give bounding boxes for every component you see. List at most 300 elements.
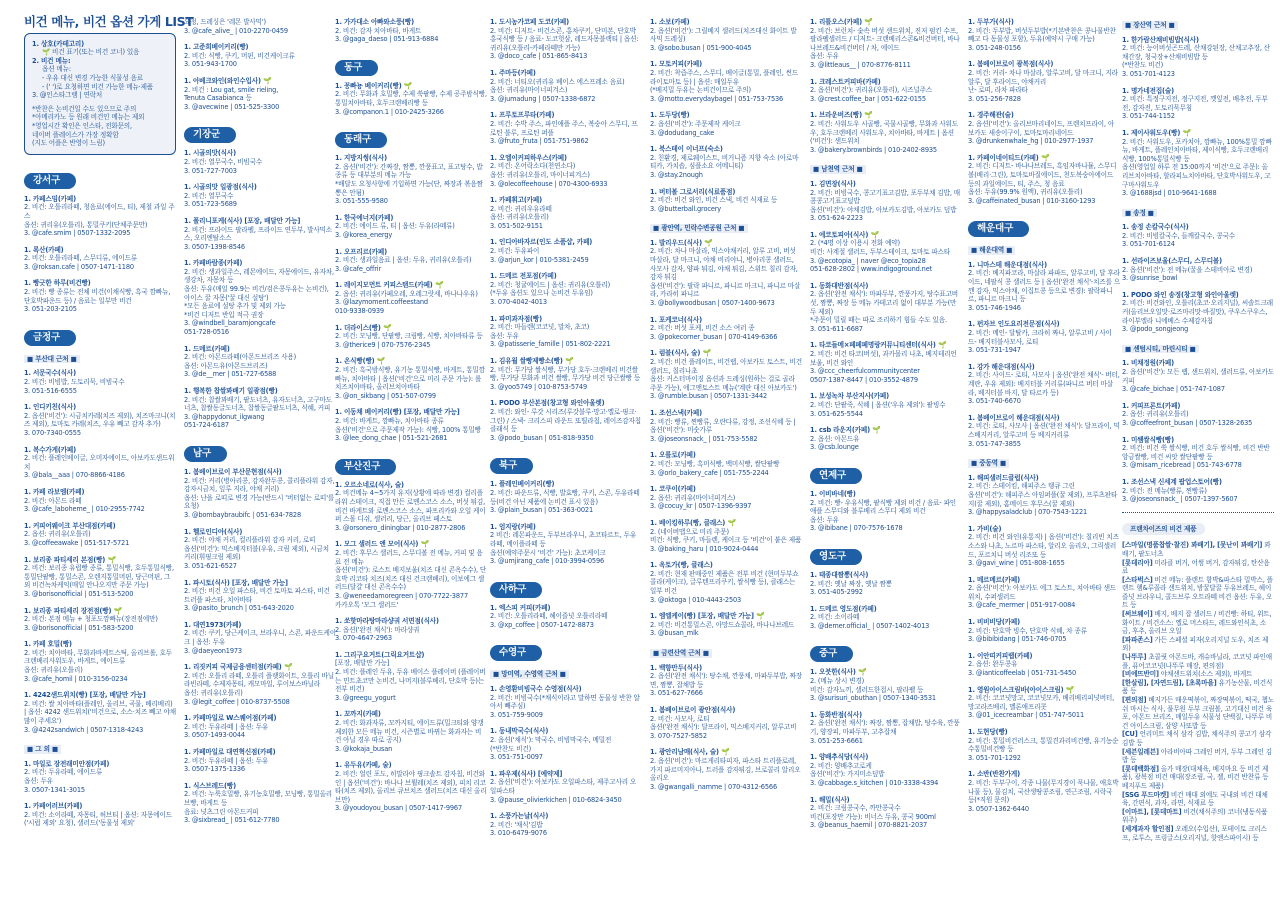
store-entry (184, 149, 336, 175)
store-detail-line: 옵션(영업일 하루 전 15:00까지 '비건'으로 주문): 올리브치아바타, 할라피뇨치아바타, 단호박사워도우, 고구마사워도우 (1122, 163, 1271, 189)
store-entry (490, 685, 642, 719)
store-name (1122, 359, 1274, 368)
store-name (650, 561, 802, 570)
store-detail-line: 3. 051-746-1946 (968, 303, 1021, 312)
franchise-item (1122, 696, 1274, 730)
district-header-wrap (335, 124, 487, 154)
store-entry (650, 316, 802, 342)
store-entry (810, 231, 962, 274)
store-detail-line: 3. @ecotopia_ | naver @eco_topia28 (810, 256, 926, 265)
store-detail-line: 2. 비건메뉴 4~5가지 유지(상황에 따라 변경) 컬리플라워 스테이크, 직접 만든 로멘스코스 소스, 버섯 튀김, 비건 바게트와 로멘스코스 소스, 파프리카와 오일 케이퍼 스몰 디쉬, 샐러리, 당근, 올리브 페스토 (335, 489, 486, 524)
store-detail-line: 2. 비건: 빵류, 찐빵류, 오란다류, 강정, 조선식혜 등 | 옵션('비건'): 미숫가루 (650, 417, 796, 435)
store-entry (24, 195, 176, 238)
store-entry (24, 369, 176, 395)
store-name-text: 1. 소풍가는날(식사) (490, 812, 549, 821)
store-detail-line: 3. @baking_haru | 010-9024-0444 (650, 544, 759, 553)
store-name (490, 272, 642, 281)
store-name-text: 1. 두부가(식사) (968, 18, 1014, 26)
store-detail-line: Tenuta Casabianca 등 (184, 94, 252, 103)
store-detail-line: 3. 051-627-7666 (650, 689, 703, 698)
store-name-text: 1. 비채정원(카페) (1122, 359, 1174, 368)
store-detail-line: 2. 비건: 오틀리 라떼, 오틀리 플랫화이트, 오틀리 바닐라빈라떼, 수제자몽티, 캐모마일, 루이보스바닐라 (184, 671, 334, 689)
store-entry (1122, 436, 1274, 470)
store-detail-line: 3. @cabbage.s_kitchen | 010-3338-4394 (810, 779, 939, 787)
store-detail-line: 2. 친환경, 제로웨이스트, 비거니즘 지향 숙소 (아로마티카, 가치솝, 심플소요 어메니티) (650, 153, 799, 171)
store-name-text: 1. 커피어웨이크 부산대점(카페) (24, 521, 116, 530)
store-name-text: 1. 주마등(카페) (490, 68, 536, 77)
store-entry (490, 69, 642, 103)
store-detail-line: 옵션('완전 채식'): 달프라이, 믹스베지커리, 알루고비 (650, 723, 797, 732)
store-name (335, 710, 487, 719)
store-detail-line: 2. 비건: 두유라떼, 에이드류 (24, 768, 103, 777)
district-header: 수영구 (490, 645, 542, 661)
store-detail-line: 3. @pokecorner_busan | 070-4149-6366 (650, 332, 778, 341)
store-name-text: 1. 보리종 파티세리 장전점(빵) (24, 606, 112, 615)
store-entry (968, 770, 1120, 813)
store-detail-line: 3. @podo_songjeong (1122, 325, 1189, 334)
store-detail-line: 카카오톡 '모그 샐러드' (335, 600, 399, 609)
store-entry (650, 519, 802, 553)
store-detail-line: 3. @cafe.smim | 0507-1332-2095 (24, 229, 131, 238)
store-entry (490, 111, 642, 145)
store-name (490, 399, 642, 408)
store-entry (335, 481, 487, 533)
store-detail-line: 3. @misam_ricebread | 051-743-6778 (1122, 461, 1242, 470)
store-name-text: 1. 발리우드(식사) (650, 238, 702, 247)
store-entry (24, 246, 176, 272)
store-name-text: 1. 소보(카페) (650, 18, 690, 26)
store-name-text: 1. 리짓커피 국제금융센터점(카페) (184, 663, 282, 672)
store-detail-line: 2. 비건: 화과자류, 꼬까지티, 에이드류(밀크티와 양갱 제외한 모든 메뉴 비건, 시즌별로 바뀌는 화과자는 비건 아닐 경우 따로 공지) (335, 719, 484, 745)
franchise-products: 베지, 베지 잡 샐러드 / 비건빵: 하티, 위트, 화이트 / 비건소스: 옐로 머스타드, 레드와인식초, 소금, 후추, 올리브 오일 (1122, 610, 1272, 636)
district-header-wrap (24, 322, 176, 352)
store-detail-line: 051-728-0516 (184, 328, 229, 337)
store-name (810, 78, 962, 87)
legend-note: 네이버 플레이스가 가장 정확함 (32, 130, 119, 139)
legend-line: 3. @인스타그램 | 연락처 (32, 91, 103, 100)
store-name (968, 618, 1120, 627)
store-entry (810, 668, 962, 702)
store-name (335, 154, 487, 163)
store-detail-line: 3. @demer.official_ | 0507-1402-4013 (810, 621, 930, 630)
store-detail-line: 2. 비건: 커리- 차나 마살라, 알루고비, 달 마크니, 지라알루, 달 후라이드, 야채커리 (968, 68, 1118, 86)
store-name-text: 1. 쏘핫마라탕마라샹궈 서면점(식사) (335, 617, 439, 626)
store-detail-line: 3. 0507-1398-8546 (184, 242, 245, 251)
store-detail-line: 3. 051-502-9151 (490, 221, 543, 230)
vegan-leaf-icon: 🌱 (718, 748, 730, 757)
store-name (184, 149, 336, 158)
store-detail-line: 3. @yoo5749 | 010-8753-5749 (490, 382, 588, 391)
franchise-brand: [세븐일레븐] (1122, 747, 1159, 756)
store-entry (968, 18, 1120, 52)
store-detail-line: 2. 비건: 코코넛망고, 코코넛모카, 베리베리피넛버터, 망고라즈베리, 멜론애프리콧 (968, 694, 1115, 711)
store-detail-line: 2. 비건: '채식'김밥 (490, 820, 543, 829)
franchise-item (1122, 610, 1274, 636)
store-name (490, 727, 642, 736)
store-detail-line: 3. 070-7527-5852 (650, 731, 707, 740)
vegan-leaf-icon: 🌱 (260, 76, 272, 85)
store-detail-line: 2. 비건: 수박 주스, 파인애플 주스, 복숭아 스무디, 프로틴 블루, 프로틴 퍼플 (490, 119, 638, 137)
store-name (24, 369, 176, 378)
store-name-text: 1. 카페 라보엠(카페) (24, 487, 85, 496)
store-detail-line: 3. @littleaus__ | 070-8776-8111 (810, 60, 911, 69)
vegan-leaf-icon: 🌱 (861, 18, 873, 26)
store-detail-line: (*두유 옵션도 있으나 논비건 두유임) (490, 289, 593, 298)
store-detail-line: 3. @caffeinated_busan | 010-3160-1293 (968, 196, 1096, 205)
store-name (968, 18, 1120, 27)
legend-note: *아메리카노 등 원래 비건인 메뉴는 제외 (32, 113, 145, 122)
store-detail-line: 2. 비건: 에이드 류, 티 | 옵션: 두유(라떼류) (335, 222, 455, 231)
store-detail-line: 2. 비건: 사워도우, 포카치아, 깜빠뉴, 100%통밀 깜빠뉴, 바게트, 플레인치아바타, 제이식빵, 호두크랜베리식빵, 100%통밀식빵 등 (1122, 137, 1272, 163)
store-name (968, 60, 1120, 69)
store-entry (810, 18, 962, 70)
store-name (650, 409, 802, 418)
store-name-text: 1. 플레인베이커리(빵) (490, 480, 555, 489)
store-detail-line: 2. 옵션('비건'): 그릴베지 샐러드(치즈대신 화이트 발사믹 드레싱) (650, 26, 797, 44)
store-detail-line: 3. @joseonsnack_ | 0507-1397-5607 (1122, 495, 1238, 504)
store-name-text: 1. 강가 해운대점(식사) (968, 362, 1035, 371)
area-subheader: ■ 그 외 ■ (24, 745, 61, 754)
store-detail-line: 2. 비건: 프라이드 팔라펠, 프라이드 연두부, 발사믹소스, 오리엔탈소스 (184, 225, 333, 243)
store-detail-line: 3. 0507-1362-6440 (968, 804, 1029, 813)
store-detail-line: 2. 옵션: 귀리유(오틀리) (1122, 410, 1189, 419)
store-detail-line: 3. 0507-1493-0044 (184, 731, 245, 740)
store-detail-line: 2. 옵션('비건'): 귀리유(오틀리), 시즈널주스 (810, 86, 933, 95)
store-detail-line: 2. 옵션('완전 채식'): 마라샹궈 (335, 625, 420, 634)
store-detail-line: 3. @coffeefront_busan | 0507-1328-2635 (1122, 418, 1253, 427)
store-name-text: 1. 아베크와인(와인수입사) (184, 76, 261, 85)
store-detail-line: 2. 비건: 생과일음료 | 옵션: 두유, 귀리유(오틀리) (335, 256, 472, 265)
store-entry (1122, 291, 1274, 334)
store-detail-line: 2. 옵션: 귀리유(카페오레, 오레그랏세, 바나나우유) (335, 289, 478, 298)
vegan-leaf-icon: 🌱 (753, 612, 765, 621)
store-detail-line: 3. @1688jsd | 010-9641-1688 (1122, 189, 1217, 198)
store-detail-line: 옵션: 두유 (810, 52, 839, 61)
store-name (490, 69, 642, 78)
store-detail-line: 2. 비건: 야채 커리, 컬리플라워 감자 커리, 로띠 (184, 536, 316, 545)
store-name-text: 1. 행복한 찹쌀꽈배기 일광점(빵) (184, 387, 278, 395)
store-entry (24, 556, 176, 599)
vegan-leaf-icon: 🌱 (700, 349, 712, 358)
store-name-text: 1. 포케코너(식사) (650, 315, 702, 324)
store-detail-line: 3. @ccc_cheerfulcommunitycenter (810, 367, 920, 376)
store-name-text: 1. 헬로인디아(식사) (184, 527, 243, 536)
store-detail-line: 3. @pasito_brunch | 051-643-2020 (184, 604, 294, 613)
store-entry (968, 728, 1120, 762)
store-name (490, 685, 642, 694)
vegan-leaf-icon: 🌱 (868, 230, 880, 239)
store-detail-line: 3. @cafe_alive_ | 010-2270-0459 (184, 26, 288, 35)
store-entry (490, 18, 642, 61)
store-name-text: 1. 모그 샐러드 앤 모어(식사) (335, 540, 419, 549)
store-detail-line: 3. @sobo.busan | 051-900-4045 (650, 43, 752, 52)
store-detail-line: 옵션: 두유(매일 99.9는 비건/검은콩두유는 논비건), 아이스 꿀 자몽('꿀 대신 설탕') (184, 285, 329, 302)
column-2 (184, 18, 336, 833)
store-name-text: 1. 오엘이커피하우스(카페) (490, 153, 567, 162)
store-detail-line: 3. @olecoffeehouse | 070-4300-6933 (490, 179, 608, 188)
store-detail-line: 3. @podo_busan | 051-818-9350 (490, 433, 594, 442)
store-detail-line: *배달도 요청사항에 기입하면 가능(단, 짜장과 볶음짬뽕은 안됨) (335, 179, 483, 197)
store-detail-line: 3. @fruto_fruta | 051-751-9862 (490, 137, 589, 146)
district-header: 영도구 (810, 549, 862, 565)
store-detail-line: 옵션: 귀리유(오틀리) (24, 666, 83, 675)
store-detail-line: 3. @cafe_offrir (335, 264, 382, 273)
store-name-text: 1. 카페마일로 대연혁신점(카페) (184, 748, 276, 756)
store-entry (335, 651, 487, 703)
store-entry (650, 111, 802, 137)
store-detail-line: (*반찬도 비건) (1122, 61, 1164, 70)
store-detail-line: 2. 비건: 열무국수, 비빔국수 (184, 157, 263, 166)
store-name (24, 446, 176, 455)
store-entry (1122, 129, 1274, 198)
area-subheader: ■ 부산대 근처 ■ (24, 355, 80, 364)
district-header: 동래구 (335, 132, 387, 148)
store-detail-line: 2. 비건: 비건 타코(버섯), 과카몰리 나초, 베지테리언 보울, 비건 와인 (810, 350, 957, 367)
store-detail-line: 2. 비건: 식빵, 쿠키, 머핀, 비건케이크류 (184, 51, 295, 60)
store-name-text: 1. 파우제(식사) [예약제] (490, 769, 563, 778)
store-detail-line: 3. @drunkenwhale_hg | 010-2977-1937 (968, 137, 1094, 146)
store-detail-line: 2. 비건: 플레인 두유, 두유 베이스 플레이버 (플레이버는 민트초코만 논비건, 나머지(블루베리, 단호박 등)는 전부 비건) (335, 668, 486, 694)
store-name-text: 1. 4242샌드위치(빵) [포장, 배달만 가능] (24, 691, 146, 700)
store-detail-line: 2. 비건: 빵 종류는 전체 비건(이채식빵, 흑국 깜빠뉴, 단호박파운드 등) / 음료는 일부만 비건 (24, 288, 171, 305)
store-name (810, 571, 962, 580)
area-subheader-wrap (650, 646, 802, 664)
store-detail-line: 3. 051-731-1947 (968, 346, 1021, 355)
store-detail-line: 2. (메뉴 상시 변경) (810, 677, 864, 686)
store-detail-line: 3. @korea_energy (335, 230, 393, 239)
vegan-leaf-icon: 🌱 (105, 555, 117, 564)
store-detail-line: 3. 0507-1341-3015 (24, 785, 85, 794)
store-name-text: 1. 프루토프루타(카페) (490, 111, 555, 120)
store-entry (650, 145, 802, 179)
store-detail-line: 2. 비건: 플레인베이글, 오미자에이드, 아보카도샌드위치 (24, 454, 175, 471)
store-detail-line: 2. 비건: 쌀 치아바타(플레인, 올리브, 곡물, 베리베리) | 옵션: 4242 샌드위치('비건으로, 소스·치즈 빼고 야채 많이 주세요') (24, 699, 176, 726)
store-detail-line: 2. 비건: 온어락소다(천연소다) (490, 162, 576, 171)
store-detail-line: 3. @xp_coffee | 0507-1472-8873 (490, 620, 594, 629)
store-entry (24, 446, 176, 480)
franchise-brand: [이마트], [롯데마트] (1122, 807, 1182, 816)
store-detail-line: 3. @bombaybraubifc | 051-634-7828 (184, 510, 302, 519)
store-name (24, 802, 176, 811)
store-name-text: 1. 마일로 장전래미안점(카페) (24, 759, 110, 768)
store-detail-line: 3. @kokaja_busan (335, 744, 393, 753)
store-detail-line: 3. 051-516-6555 (24, 386, 77, 395)
store-name-text: 1. 손영환비빔국수 수영점(식사) (490, 685, 582, 694)
store-detail-line: 2. 비건: 디저트- 바나나브레드, 흑임자바나뮬, 스무디볼(베리·그린), 토마토바질에이드, 천도복숭아에이드 등의 과일에이드, 티, 주스, 청 음료 (968, 162, 1117, 188)
store-detail-line: 3. @cocuy_kr | 0507-1396-9397 (650, 502, 752, 511)
store-name (24, 279, 176, 288)
store-name-text: 1. 식스브레드(빵) (184, 781, 236, 790)
store-name (335, 18, 487, 27)
vegan-leaf-icon: 🌱 (562, 357, 574, 365)
store-detail-line: 3. @happysaladclub | 070-7543-1221 (968, 508, 1088, 517)
franchise-item (1122, 636, 1274, 653)
franchise-brand: [비에뜨반미] (1122, 670, 1159, 679)
store-entry (810, 753, 962, 787)
store-name-text: 1. 엠엘케이(빵) [포장, 배달만 가능] (650, 612, 754, 621)
store-detail-line: 3. 051-621-6527 (184, 561, 237, 570)
store-detail-line: 3. @orsonero_diningbar | 010-2877-2806 (335, 523, 466, 532)
store-detail-line: 3. 051-723-5689 (184, 200, 237, 209)
store-entry (968, 261, 1120, 313)
store-detail-line: 2. 비건: 디저트- 비건스콘, 홍차쿠키, 단미본, 단호박홍국식빵 등 / 음료- 도코헛삼, 레드자몽블랙티 | 옵션: 귀리유(오틀리-카페라떼만 가능) (490, 26, 639, 52)
store-detail-line: 3. @pause_olivierkichen | 010-6824-3450 (490, 795, 622, 804)
store-entry (335, 408, 487, 442)
store-name-text: 1. 선라이즈보울(스무디, 스무디볼) (1122, 257, 1223, 266)
store-name-text: 1. 레이지모먼트 커피스탠드(카페) (335, 281, 433, 290)
store-detail-line: 3. @butterball.grocery (650, 204, 722, 213)
store-entry (24, 279, 176, 313)
vegan-leaf-icon: 🌱 (701, 238, 713, 247)
store-entry (24, 403, 176, 437)
legend-line: - (' ')로 요청하면 비건 가능한 메뉴·제품 (42, 82, 154, 91)
store-entry (184, 579, 336, 613)
store-name-text: 1. 브라운버즈(빵) (810, 111, 862, 120)
store-entry (968, 652, 1120, 678)
store-name-text: 1. 파미과자점(빵) (490, 314, 542, 323)
store-name-text: 1. 에코토피아(식사) (810, 230, 869, 239)
store-detail-line: 3. @therice9 | 070-7576-2345 (335, 340, 431, 349)
store-detail-line: 2. 옵션('비건'): 올리브마리네이드, 프렌치프라이, 아보카도 새송이구이, 토마토마리네이드 (968, 119, 1115, 137)
store-name (184, 183, 336, 192)
store-detail-line: 2. 비건: 비건 와인(유통직) | 옵션('비건'): 칠리빈 치즈 소스와 나초, 노르마 파스타, 알리오 올리오, 그릭샐러드, 포르치니 버섯 리조또 등 (968, 533, 1119, 559)
store-detail-line: 3. @gaga_daeso | 051-913-6884 (335, 35, 439, 44)
store-entry (335, 357, 487, 400)
area-subheader-wrap (1122, 342, 1274, 360)
store-name (24, 640, 176, 649)
store-entry (968, 474, 1120, 517)
store-entry (490, 154, 642, 188)
store-detail-line: 2. 비건: 두유파이 (490, 247, 540, 256)
franchise-products: 가든 스페셜 피자(오리지널 도우, 치즈 제외) (1122, 635, 1269, 653)
store-name-text: 1. 비비비당(카페) (968, 618, 1020, 627)
store-entry (24, 802, 176, 828)
store-detail-line: 2. 옵션: 완두콩유 (968, 660, 1018, 669)
store-entry (184, 18, 336, 35)
store-name (335, 408, 487, 417)
store-detail-line: 옵션: 귀리유(마이너피겨스) (490, 86, 568, 95)
store-detail-line: 3. @csb.lounge (810, 443, 859, 452)
store-detail-line: 3. 070-4647-2963 (335, 634, 392, 643)
page-title: 비건 메뉴, 비건 옵션 가게 LIST (24, 14, 194, 29)
store-entry (1122, 478, 1274, 504)
store-name-text: 1. 소반(반찬가게) (968, 770, 1020, 779)
store-detail-line: 2. 옵션: 귀리유(오틀리) (24, 530, 91, 539)
franchise-brand: [스타벅스] (1122, 575, 1153, 584)
store-entry (490, 272, 642, 306)
store-detail-line: 3. @coffeeawake | 051-517-5721 (24, 538, 130, 547)
store-name-text: 1. 엑스피 커피(카페) (490, 603, 551, 612)
store-entry (650, 18, 802, 52)
store-entry (650, 349, 802, 401)
store-name (490, 315, 642, 324)
store-name-text: 1. 펀자브 인도요리전문점(식사) (968, 320, 1060, 329)
store-name (184, 468, 336, 477)
store-name-text: 1. 카페어러브(카페) (24, 802, 83, 811)
store-entry (968, 525, 1120, 568)
store-detail-line: 3. @busan_mlk (650, 629, 699, 638)
store-detail-line: 3. 051-253-6661 (810, 736, 863, 745)
store-name (650, 612, 802, 621)
store-entry (184, 217, 336, 251)
store-entry (24, 691, 176, 734)
store-detail-line: 2. 비건: 무가당 쌀식빵, 무가당 호두·크랜베리 비건쌀빵, 무가당 무화과 비건 쌀빵, 무가당 비건 당근쌀빵 등 (490, 365, 641, 383)
area-subheader: ■ 해운대역 ■ (968, 246, 1015, 255)
store-entry (810, 571, 962, 597)
store-entry (810, 111, 962, 154)
area-subheader-wrap (24, 352, 176, 370)
store-detail-line: 3. 051-751-0097 (490, 753, 543, 762)
store-name-text: 1. 송정 손칼국수(식사) (1122, 223, 1189, 232)
store-detail-line: 2. 비건: 오틀리라떼, 스무디류, 에이드류 (24, 254, 138, 263)
store-detail-line: 2. 비건: 메인- 달탈카, 크라히 짜나, 알루고비 / 사이드- 베지터블사모사, 로티 (968, 329, 1112, 346)
store-detail-line: 3. @weneedamoregreen | 070-7722-3877 (335, 591, 468, 600)
store-detail-line: (*반찬도 비건) (490, 744, 532, 753)
store-entry (810, 180, 962, 223)
store-detail-line: 3. 051-943-1700 (184, 60, 237, 69)
store-detail-line: 3. @legit_coffee | 010-8737-5508 (184, 697, 290, 706)
store-entry (184, 663, 336, 706)
store-detail-line: 3. @sunrise_bowl (1122, 274, 1178, 283)
column-4 (490, 18, 642, 846)
store-detail-line: 3. @cafe_laboheme_ | 010-2955-7742 (24, 505, 145, 514)
district-header-wrap (810, 638, 962, 668)
store-name (24, 488, 176, 497)
store-name (810, 392, 962, 401)
store-detail-line: 3. 051-740-6670 (968, 397, 1021, 406)
store-detail-line: 옵션('비건'): 로스트 베지보울(치즈 대신 콘옥수수), 단호박 리코타 치즈(치즈 대신 건크랜베리), 이보에그 샐러드(달걀 대신 콘옥수수) (335, 566, 487, 592)
store-name (650, 664, 802, 673)
legend-box (24, 33, 176, 155)
store-name-text: 1. 도두당(빵) (650, 111, 690, 120)
store-entry (184, 43, 336, 69)
store-name-text: 1. 오붓한(식사) (810, 668, 856, 677)
area-subheader: ■ 장산역 근처 ■ (1122, 21, 1178, 30)
franchise-item (1122, 748, 1274, 765)
store-name (490, 18, 642, 27)
store-detail-line: 3. @orlo_bakery_cafe | 051-755-2244 (650, 468, 769, 477)
store-detail-line: 비건: 감자뇨끼, 샐러드한접시, 팔라펠 등 (810, 685, 924, 694)
store-name-text: 1. 조선스낵 신세계 팝업스토어(빵) (1122, 477, 1222, 486)
store-name (335, 761, 487, 770)
store-entry (335, 82, 487, 116)
store-name-text: 1. 도현당(빵) (968, 728, 1008, 736)
store-name-text: 1. 꽁빠뇽 베이커리(빵) (335, 81, 402, 90)
franchise-products: 베지가든 매운떡볶이, 짜장떡볶이, 떡국, 챕노쉬 마시는 식사, 풀무원 두부 크림볼, 고기대신 비건 육포, 아몬드 브리즈, 매일두유 식물성 단백질, 나뚜루 비건 아이스크림, 삼양 사또밥 등 (1122, 696, 1274, 730)
district-header-wrap (490, 450, 642, 480)
store-name (490, 604, 642, 613)
store-detail-line: 옵션: 귀리유(오틀리), 통밀쿠키(단체주문만) (24, 220, 148, 229)
store-name-text: 1. 옥토가(빵, 클래스) (650, 561, 713, 570)
store-entry (335, 248, 487, 274)
store-name (335, 540, 487, 549)
store-name-text: 1. 시골의맛(식사) (184, 149, 236, 158)
store-detail-line: 2. 비건: 쿠키, 당근케이크, 브라우니, 스콘, 파운드케이크 | 옵션: 두유 (184, 629, 336, 647)
store-detail-line: 3. @gavi_wine | 051-808-1655 (968, 559, 1065, 568)
vegan-leaf-icon: 🌱 (1180, 128, 1192, 137)
store-name-text: 1. 제이사워도우(빵) (1122, 128, 1181, 137)
store-detail-line: 3. @lazymoment.coffeestand (335, 298, 428, 307)
franchise-products: 언리미트 채식 삼각 김밥, 채식주의 콩고기 삼각김밥 등 (1122, 730, 1272, 747)
store-detail-line: 옵션('비건'): 팔락 파니르, 파니르 마크니, 파니르 마살라, 카라히 파니르 (650, 281, 801, 299)
store-name (24, 607, 176, 616)
franchise-brand: [파파존스] (1122, 635, 1153, 644)
store-detail-line: 2. 비건: 비건 쑥 쌀식빵, 비건 호두 쌀식빵, 비건 반반 앙금쌀빵, 비건 씨앗 쌀단팥빵 등 (1122, 444, 1270, 461)
store-detail-line: 3. 051-248-0156 (968, 43, 1021, 52)
area-subheader-wrap (968, 456, 1120, 474)
area-subheader-wrap (968, 243, 1120, 261)
store-name (184, 714, 336, 723)
